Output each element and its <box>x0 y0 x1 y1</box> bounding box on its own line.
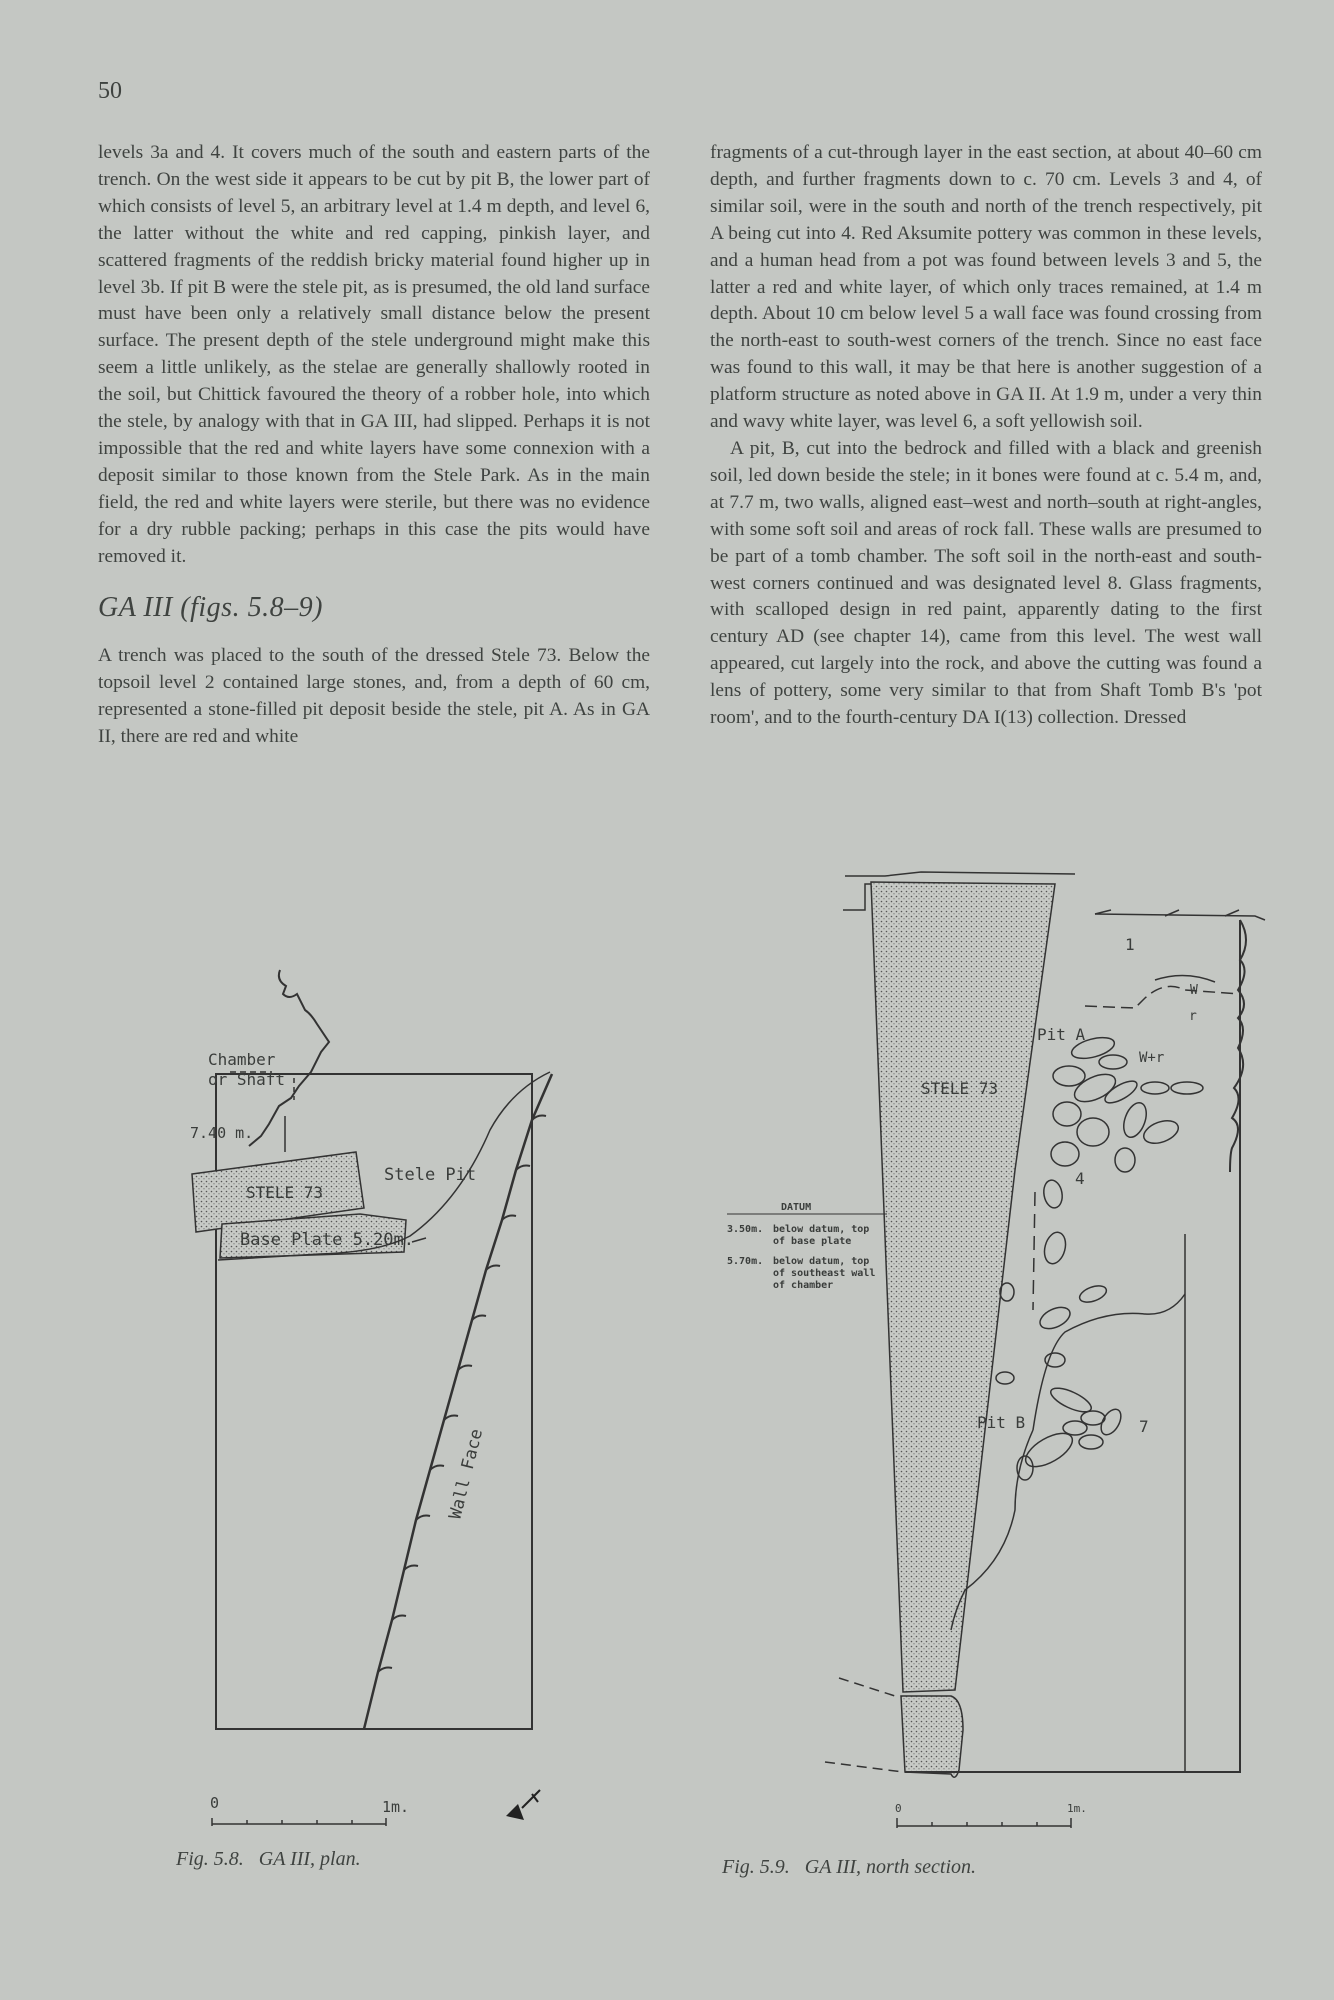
pit-a-stones <box>1000 1034 1203 1333</box>
section-scale-zero: 0 <box>895 1802 902 1815</box>
wall-face-label: Wall Face <box>445 1426 488 1522</box>
w-label: W <box>1190 983 1198 998</box>
section-heading-ga-iii: GA III (figs. 5.8–9) <box>98 591 323 623</box>
stele-pit-label: Stele Pit <box>384 1165 477 1185</box>
stele-section-label: STELE 73 <box>921 1079 999 1098</box>
datum-label: DATUM <box>781 1202 812 1213</box>
left-text-column <box>98 140 650 751</box>
pit-b-label: Pit B <box>977 1413 1026 1432</box>
plan-drawing <box>160 960 580 1840</box>
figure-section <box>715 870 1275 1830</box>
right-paragraph-2: A pit, B, cut into the bedrock and filled with a black and greenish soil, led down beside the stele; in it bones were found at c. 5.4 m, and, at 7.7 m, two walls, aligned east–west and north–south at right-angles, with some soft soil and areas of rock fall. These walls are presumed to be part of a tomb chamber. The soft soil in the north-east and south-west corners continued and was designated level 8. Glass fragments, with scalloped design in red paint, apparently dating to the first century AD (see chapter 14), came from this level. The west wall appeared, cut largely into the rock, and above the cutting was found a lens of pottery, some very similar to that from Shaft Tomb B's 'pot room', and to the fourth-century DA I(13) collection. Dressed <box>710 437 1262 729</box>
note-2-line3: of chamber <box>773 1280 834 1291</box>
scale-end: 1m. <box>382 1798 410 1816</box>
right-text-column <box>710 140 1262 732</box>
section-drawing <box>715 870 1275 1830</box>
wr-label: W+r <box>1139 1050 1165 1066</box>
ground-line <box>1095 914 1265 920</box>
stele-section-shape <box>871 882 1055 1692</box>
pit-a-label: Pit A <box>1037 1025 1086 1044</box>
level-4-label: 4 <box>1075 1169 1085 1188</box>
scale-zero: 0 <box>210 1794 220 1812</box>
note-1-line2: of base plate <box>773 1236 852 1247</box>
level-line <box>1085 986 1240 1008</box>
r-label: r <box>1189 1009 1197 1024</box>
page-number: 50 <box>98 78 122 104</box>
base-plate-label: Base Plate 5.20m. <box>240 1230 414 1250</box>
figure-section-caption: Fig. 5.9. GA III, north section. <box>722 1856 977 1878</box>
depth-label: 7.40 m. <box>190 1124 254 1142</box>
note-1-depth: 3.50m. <box>727 1224 764 1235</box>
chamber-label: Chamber <box>208 1050 276 1069</box>
shaft-label: or Shaft <box>208 1070 286 1089</box>
level-7-label: 7 <box>1139 1417 1149 1436</box>
stele-label: STELE 73 <box>246 1183 324 1202</box>
section-scale-end: 1m. <box>1067 1802 1087 1815</box>
right-paragraph-1: fragments of a cut-through layer in the east section, at about 40–60 cm depth, and further fragments down to c. 70 cm. Levels 3 and 4, of similar soil, were in the south and north of the trench respectively, pit A being cut into 4. Red Aksumite pottery was common in these levels, and a human head from a pot was found between levels 3 and 5, the latter a red and white layer, of which only traces remained, at 1.4 m depth. About 10 cm below level 5 a wall face was found crossing from the north-east to south-west corners of the trench. Since no east face was found to this wall, it may be that here is another suggestion of a platform structure as noted above in GA II. At 1.9 m, under a very thin and wavy white layer, was level 6, a soft yellowish soil. <box>710 142 1262 433</box>
figure-plan <box>160 960 580 1840</box>
level-boundary <box>1033 1294 1185 1430</box>
left-paragraph-2: A trench was placed to the south of the dressed Stele 73. Below the topsoil level 2 contained large stones, and, from a depth of 60 cm, represented a stone-filled pit deposit beside the stele, pit A. As in GA II, there are red and white <box>98 645 650 748</box>
wall-face-ticks <box>378 1116 546 1673</box>
note-1-line1: below datum, top <box>773 1224 870 1235</box>
base-block-shape <box>901 1696 963 1777</box>
note-2-line1: below datum, top <box>773 1256 870 1267</box>
note-2-depth: 5.70m. <box>727 1256 764 1267</box>
north-arrow-icon <box>506 1790 540 1820</box>
left-paragraph-1: levels 3a and 4. It covers much of the south and eastern parts of the trench. On the west side it appears to be cut by pit B, the lower part of which consists of level 5, an arbitrary level at 1.4 m depth, and level 6, the latter without the white and red capping, pinkish layer, and scattered fragments of the reddish bricky material found higher up in level 3b. If pit B were the stele pit, as is presumed, the old land surface must have been only a relatively small distance below the present surface. The present depth of the stele underground might make this seem a little unlikely, as the stelae are generally shallowly rooted in the soil, but Chittick favoured the theory of a robber hole, into which the stele, by analogy with that in GA III, had slipped. Perhaps it is not impossible that the red and white layers have some connexion with a deposit similar to those known from the Stele Park. As in the main field, the red and white layers were sterile, but there was no evidence for a dry rubble packing; perhaps in this case the pits would have removed it. <box>98 142 650 567</box>
figure-plan-caption: Fig. 5.8. GA III, plan. <box>176 1848 361 1870</box>
level-1-label: 1 <box>1125 935 1135 954</box>
note-2-line2: of southeast wall <box>773 1268 876 1279</box>
